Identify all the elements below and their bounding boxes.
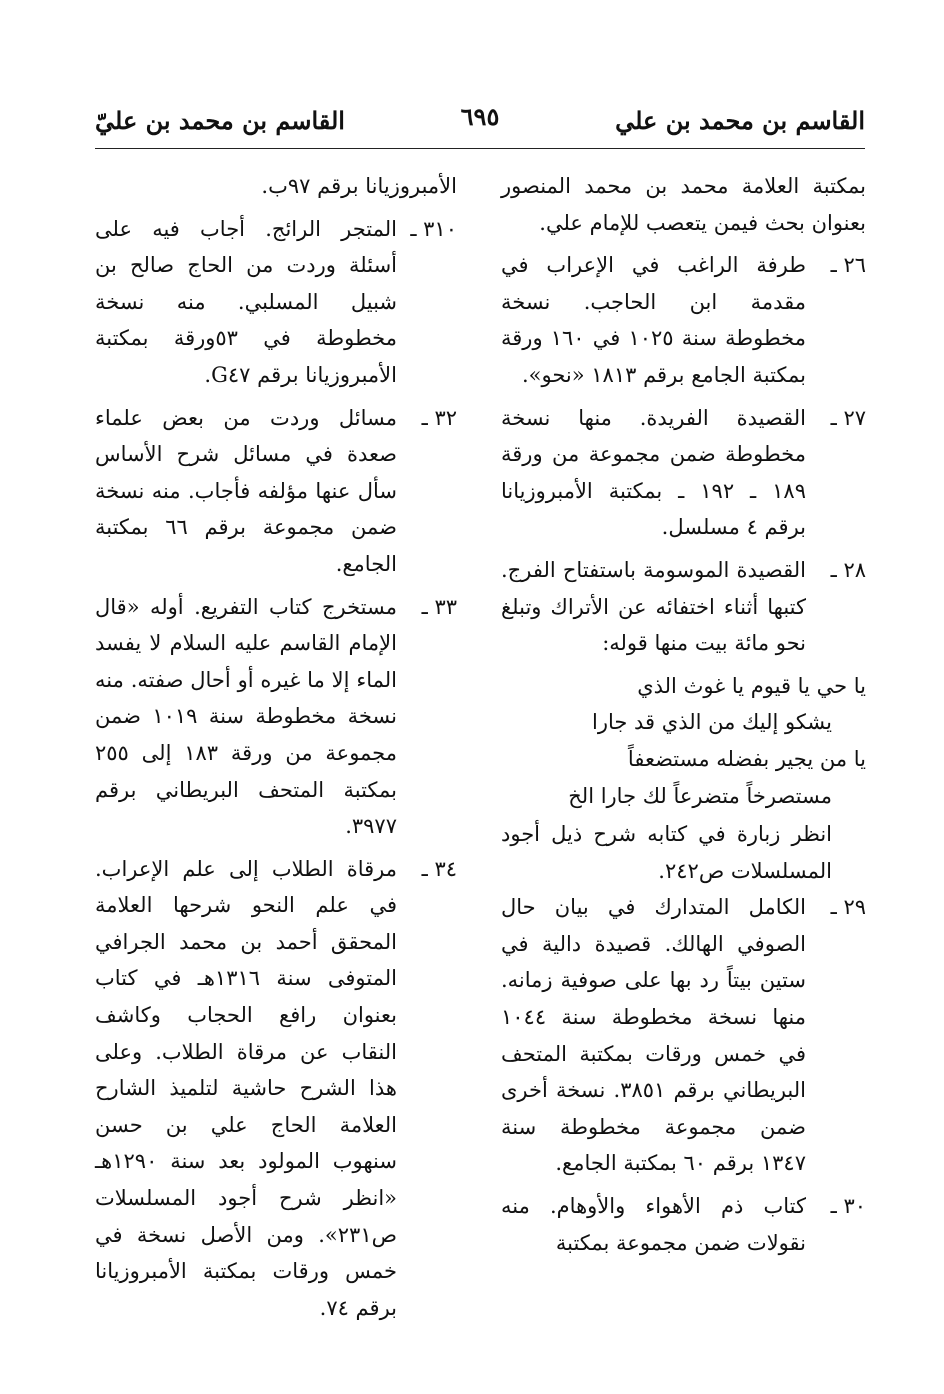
left-intro: الأمبروزيانا برقم ٩٧ب.: [261, 174, 457, 198]
entry-number: ٣٢ ـ: [421, 405, 457, 430]
entry-number: ٣١٠ ـ: [410, 216, 457, 241]
entry-34: [95, 851, 457, 1327]
poem-line: يا من يجير بفضله مستضعفاً: [627, 746, 866, 771]
header-rule: [95, 148, 865, 149]
entry-number: ٣٠ ـ: [830, 1194, 866, 1219]
entry-number: ٢٨ ـ: [830, 557, 866, 582]
entry-26: [501, 247, 866, 393]
entry-31: [95, 211, 457, 394]
entry-number: ٣٣ ـ: [421, 594, 457, 619]
header-right-title: القاسم بن محمد بن علي: [615, 106, 865, 135]
poem-reference: انظر زبارة في كتابه شرح ذيل أجود المسلسلات ص٢٤٢.: [501, 822, 832, 883]
entry-29: [501, 889, 866, 1182]
entry-number: ٢٩ ـ: [830, 895, 866, 920]
header-left-title: القاسم بن محمد بن عليّ: [95, 106, 345, 135]
page-number: ٦٩٥: [460, 102, 500, 131]
entry-33: [95, 589, 457, 845]
entry-text: القصيدة الفريدة. منها نسخة مخطوطة ضمن مجموعة من ورقة ١٨٩ ـ ١٩٢ ـ بمكتبة الأمبروزيانا برقم ٤ مسلسل.: [501, 405, 806, 540]
entry-text: المتجر الرائج. أجاب فيه على أسئلة وردت من الحاج صالح بن شبيل المسلبي. منه نسخة مخطوطة في ٥٣ورقة بمكتبة الأمبروزيانا برقم G٤٧.: [95, 216, 397, 387]
entry-number: ٢٦ ـ: [830, 253, 866, 278]
entry-32: [95, 400, 457, 583]
entry-text: مرقاة الطلاب إلى علم الإعراب. في علم النحو شرحها العلامة المحقق أحمد بن محمد الجرافي المتوفى سنة ١٣١٦هـ في كتاب بعنوان رافع الحجاب وكاشف النقاب عن مرقاة الطلاب. وعلى هذا الشرح حاشية لتلميذ الشارح العلامة الحاج علي بن حسن سنهوب المولود بعد سنة ١٢٩٠هـ «انظر شرح أجود المسلسلات ص٢٣١». ومن الأصل نسخة في خمس ورقات بمكتبة الأمبروزيانا برقم ٧٤.: [95, 856, 397, 1320]
entry-number: ٢٧ ـ: [830, 405, 866, 430]
left-column: [95, 168, 457, 1332]
entry-30: [501, 1188, 866, 1261]
entry-text: الكامل المتدارك في بيان حال الصوفي الهالك. قصيدة دالية في ستين بيتاً رد بها على صوفية زمانه. منها نسخة مخطوطة سنة ١٠٤٤ في خمس ورقات بمكتبة المتحف البريطاني برقم ٣٨٥١. نسخة أخرى ضمن مجموعة مخطوطة سنة ١٣٤٧ برقم ٦٠ بمكتبة الجامع.: [501, 895, 806, 1176]
poem: [501, 668, 866, 814]
entry-text: مستخرج كتاب التفريع. أوله «قال الإمام القاسم عليه السلام لا يفسد الماء إلا ما غيره أو أحال صفته. منه نسخة مخطوطة سنة ١٠١٩ ضمن مجموعة من ورقة ١٨٣ إلى ٢٥٥ بمكتبة المتحف البريطاني برقم ٣٩٧٧.: [95, 594, 397, 839]
entry-text: القصيدة الموسومة باستفتاح الفرج. كتبها أثناء اختفائه عن الأتراك وتبلغ نحو مائة بيت منها قوله:: [501, 557, 806, 656]
entry-text: كتاب ذم الأهواء والأوهام. منه نقولات ضمن مجموعة بمكتبة: [501, 1194, 806, 1255]
running-header: [95, 96, 865, 146]
entry-28: [501, 552, 866, 662]
entry-text: مسائل وردت من بعض علماء صعدة في مسائل شرح الأساس سأل عنها مؤلفه فأجاب. منه نسخة ضمن مجموعة برقم ٦٦ بمكتبة الجامع.: [95, 405, 397, 576]
entry-number: ٣٤ ـ: [421, 856, 457, 881]
right-intro: بمكتبة العلامة محمد بن محمد المنصور بعنوان بحث فيمن يتعصب للإمام علي.: [501, 174, 866, 235]
poem-line: يشكو إليك من الذي قد جارا: [591, 710, 832, 735]
poem-line: يا حي يا قيوم يا غوث الذي: [637, 673, 866, 698]
entry-27: [501, 400, 866, 546]
entry-text: طرفة الراغب في الإعراب في مقدمة ابن الحاجب. نسخة مخطوطة سنة ١٠٢٥ في ١٦٠ ورقة بمكتبة الجامع برقم ١٨١٣ «نحو».: [501, 253, 806, 387]
right-column: [501, 168, 866, 1267]
poem-line: مستصرخاً متضرعاً لك جارا الخ: [568, 783, 832, 808]
